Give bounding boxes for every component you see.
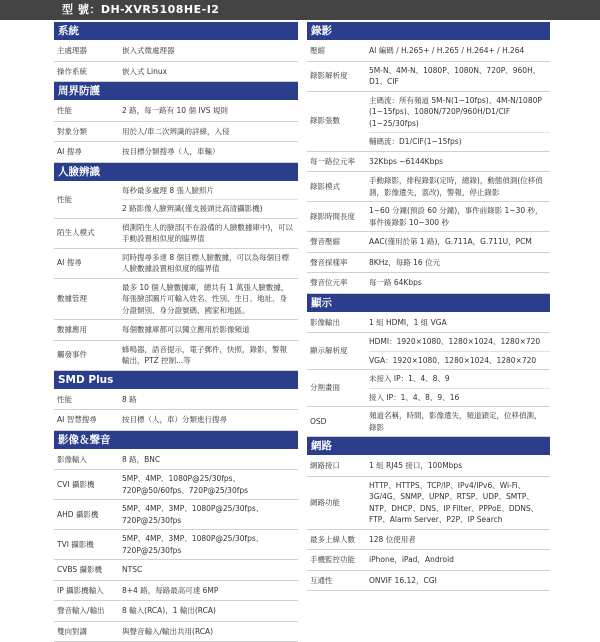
spec-value [369, 172, 550, 201]
spec-value [369, 253, 550, 273]
section-header: 影像＆聲音 [54, 431, 298, 449]
spec-value-line: HTTP、HTTPS、TCP/IP、IPv4/IPv6、Wi-Fi、3G/4G、SNMP、UPNP、RTSP、UDP、SMTP、NTP、DHCP、DNS、IP Filter、PPPoE、DDNS、FTP、Alarm Server、P2P、IP Search [369, 477, 550, 529]
spec-value-line: 8 路 [122, 391, 298, 409]
spec-row [307, 62, 550, 92]
spec-value [122, 560, 298, 580]
spec-row [307, 41, 550, 62]
spec-value [369, 550, 550, 570]
spec-row [54, 601, 298, 622]
spec-label: 性能 [54, 182, 122, 218]
spec-value-line: 5M-N、4M-N、1080P、1080N、720P、960H、D1、CIF [369, 62, 550, 91]
spec-value-line: AI 編碼 / H.265+ / H.265 / H.264+ / H.264 [369, 42, 550, 60]
spec-value [122, 581, 298, 601]
spec-label: 主處理器 [54, 41, 122, 61]
spec-label: 每一路位元率 [307, 152, 369, 172]
section-header: SMD Plus [54, 371, 298, 389]
spec-row [307, 370, 550, 407]
spec-label: 聲音採樣率 [307, 253, 369, 273]
spec-value [122, 622, 298, 642]
spec-value [122, 450, 298, 470]
spec-label: 數據應用 [54, 320, 122, 340]
spec-value [369, 477, 550, 529]
spec-value-line: 1~60 分鐘(預設 60 分鐘)，事件前錄影 1~30 秒，事件後錄影 10~300 秒 [369, 202, 550, 231]
spec-row [54, 279, 298, 321]
spec-value-line: AAC(僅用於第 1 路)，G.711A，G.711U，PCM [369, 233, 550, 251]
spec-value-line: iPhone，iPad，Android [369, 551, 550, 569]
spec-value [122, 279, 298, 320]
spec-row [307, 273, 550, 294]
spec-value-line: 蜂鳴器，語音提示，電子郵件，快照，錄影，警報輸出，PTZ 控制...等 [122, 341, 298, 370]
spec-value-line: VGA：1920×1080、1280×1024、1280×720 [369, 352, 550, 370]
spec-label: TVI 攝影機 [54, 530, 122, 559]
spec-value [369, 92, 550, 151]
spec-label: 最多上線人數 [307, 530, 369, 550]
section-header: 周界防護 [54, 82, 298, 100]
spec-value-line: 頻道名稱，時間，影像遺失，頻道鎖定，位移偵測，錄影 [369, 407, 550, 436]
spec-row [54, 62, 298, 83]
spec-row [54, 560, 298, 581]
spec-value-line: 嵌入式微處理器 [122, 42, 298, 60]
spec-value-line: 接入 IP：1、4、8、9、16 [369, 389, 550, 407]
spec-label: 壓縮 [307, 41, 369, 61]
spec-label: CVBS 攝影機 [54, 560, 122, 580]
spec-row [307, 477, 550, 530]
spec-row [54, 500, 298, 530]
spec-row [307, 232, 550, 253]
spec-value [122, 390, 298, 410]
spec-value-line: 1 組 RJ45 接口，100Mbps [369, 457, 550, 475]
spec-value-line: 手動錄影，排程錄影(定時，總錄)，動態偵測(位移偵測，影像遺失，蓋改)，警報，停止錄影 [369, 172, 550, 201]
spec-value [122, 142, 298, 162]
spec-row [54, 530, 298, 560]
spec-row [307, 333, 550, 370]
spec-label: 數據管理 [54, 279, 122, 320]
spec-value-line: 與聲音輸入/輸出共用(RCA) [122, 623, 298, 641]
spec-row [54, 622, 298, 642]
spec-label: AI 搜尋 [54, 142, 122, 162]
spec-row [307, 456, 550, 477]
spec-label: 聲音壓縮 [307, 232, 369, 252]
spec-label: 錄影模式 [307, 172, 369, 201]
spec-value-line: 5MP、4MP、3MP、1080P@25/30fps、720P@25/30fps [122, 500, 298, 529]
spec-row [307, 172, 550, 202]
spec-value [122, 410, 298, 430]
spec-value-line: NTSC [122, 561, 298, 579]
spec-value [369, 152, 550, 172]
spec-label: 性能 [54, 101, 122, 121]
spec-value-line: 未接入 IP：1、4、8、9 [369, 370, 550, 389]
spec-value-line: 最多 10 個人臉數據庫，總共有 1 萬張人臉數據，每張臉部圖片可輸入姓名、性別、生日、地址、身分證類別、身分證號碼、國家和地區。 [122, 279, 298, 320]
spec-value-line: 5MP、4MP、1080P@25/30fps、720P@50/60fps、720P@25/30fps [122, 470, 298, 499]
spec-value-line: 2 路，每一路有 10 個 IVS 規則 [122, 102, 298, 120]
spec-row [307, 152, 550, 173]
spec-row [307, 550, 550, 571]
spec-value [369, 370, 550, 406]
spec-value-line: 按目標分類搜尋（人，車輛） [122, 143, 298, 161]
spec-row [54, 249, 298, 279]
section-header: 人臉辨識 [54, 163, 298, 181]
spec-label: 分割畫面 [307, 370, 369, 406]
spec-label: AI 智慧搜尋 [54, 410, 122, 430]
spec-value-line: 5MP、4MP、3MP、1080P@25/30fps、720P@25/30fps [122, 530, 298, 559]
spec-value [369, 530, 550, 550]
spec-label: 錄影張數 [307, 92, 369, 151]
spec-value [122, 41, 298, 61]
spec-row [54, 41, 298, 62]
spec-value [369, 313, 550, 333]
spec-label: 影像輸出 [307, 313, 369, 333]
spec-value [122, 500, 298, 529]
spec-value [369, 273, 550, 293]
spec-value-line: 嵌入式 Linux [122, 63, 298, 81]
spec-value [369, 333, 550, 369]
spec-value-line: 每秒最多處理 8 張人臉照片 [122, 182, 298, 201]
spec-value-line: 偵測陌生人的臉部(不在設備的人臉數據庫中)，可以手動設置相似度的臨界值 [122, 219, 298, 248]
spec-value [122, 101, 298, 121]
spec-row [307, 313, 550, 334]
section-header: 系統 [54, 22, 298, 40]
spec-value [369, 407, 550, 436]
spec-row [54, 142, 298, 163]
spec-label: 對象分類 [54, 122, 122, 142]
spec-label: 顯示解析度 [307, 333, 369, 369]
spec-row [54, 122, 298, 143]
spec-value-line: HDMI：1920×1080、1280×1024、1280×720 [369, 333, 550, 352]
spec-value [369, 41, 550, 61]
spec-value-line: 1 組 HDMI，1 組 VGA [369, 314, 550, 332]
spec-value-line: 用於人/車二次辨識的詳線，入侵 [122, 123, 298, 141]
spec-label: 性能 [54, 390, 122, 410]
spec-value-line: 8KHz，每路 16 位元 [369, 254, 550, 272]
spec-row [54, 219, 298, 249]
spec-value [122, 470, 298, 499]
spec-value [369, 456, 550, 476]
spec-row [54, 410, 298, 431]
spec-value [369, 571, 550, 591]
spec-row [307, 407, 550, 437]
spec-value [369, 62, 550, 91]
spec-label: 陌生人模式 [54, 219, 122, 248]
spec-value [122, 601, 298, 621]
spec-value-line: 32Kbps ~6144Kbps [369, 153, 550, 171]
spec-label: 觸發事件 [54, 341, 122, 370]
spec-value [369, 232, 550, 252]
spec-row [54, 320, 298, 341]
spec-value-line: 同時搜尋多達 8 個目標人臉數據，可以為每個目標人臉數據設置相似度的臨界值 [122, 249, 298, 278]
spec-row [54, 182, 298, 219]
spec-value-line: 128 位使用者 [369, 531, 550, 549]
spec-label: 錄影解析度 [307, 62, 369, 91]
spec-value [122, 249, 298, 278]
spec-row [54, 470, 298, 500]
spec-label: 影像輸入 [54, 450, 122, 470]
spec-value-line: 按目標（人，車）分類進行搜尋 [122, 411, 298, 429]
spec-row [307, 92, 550, 152]
spec-value [122, 219, 298, 248]
spec-value-line: 主碼流：所有頻道 5M-N(1~10fps)、4M-N/1080P (1~15fps)、1080N/720P/960H/D1/CIF (1~25/30fps) [369, 92, 550, 134]
spec-value [122, 122, 298, 142]
spec-value-line: ONVIF 16.12，CGI [369, 572, 550, 590]
spec-value-line: 2 路影像人臉辨識(僅支援頭比高清攝影機) [122, 200, 298, 218]
spec-label: 網路功能 [307, 477, 369, 529]
spec-row [307, 530, 550, 551]
spec-label: 手機監控功能 [307, 550, 369, 570]
right-column [307, 22, 550, 591]
spec-label: CVI 攝影機 [54, 470, 122, 499]
spec-row [54, 341, 298, 371]
spec-row [54, 581, 298, 602]
section-header: 錄影 [307, 22, 550, 40]
section-header: 顯示 [307, 294, 550, 312]
section-header: 網路 [307, 437, 550, 455]
spec-value-line: 每一路 64Kbps [369, 274, 550, 292]
left-column [54, 22, 298, 642]
spec-value-line: 8+4 路，每路最高可達 6MP [122, 582, 298, 600]
spec-value-line: 8 路，BNC [122, 451, 298, 469]
spec-value [122, 320, 298, 340]
spec-value-line: 每個數據庫都可以獨立應用於影像頻道 [122, 321, 298, 339]
spec-row [307, 202, 550, 232]
spec-row [307, 253, 550, 274]
spec-label: OSD [307, 407, 369, 436]
spec-label: IP 攝影機輸入 [54, 581, 122, 601]
spec-row [54, 450, 298, 471]
spec-value [369, 202, 550, 231]
spec-label: AI 搜尋 [54, 249, 122, 278]
spec-label: 網路接口 [307, 456, 369, 476]
spec-row [54, 390, 298, 411]
spec-value [122, 341, 298, 370]
model-title: 型 號：DH-XVR5108HE-I2 [0, 0, 600, 20]
spec-value [122, 530, 298, 559]
spec-value-line: 輔碼流：D1/CIF(1~15fps) [369, 133, 550, 151]
spec-row [307, 571, 550, 592]
spec-value [122, 62, 298, 82]
spec-label: 錄影時間長度 [307, 202, 369, 231]
spec-row [54, 101, 298, 122]
spec-label: 聲音輸入/輸出 [54, 601, 122, 621]
spec-value-line: 8 輸入(RCA)，1 輸出(RCA) [122, 602, 298, 620]
spec-value [122, 182, 298, 218]
spec-label: 聲音位元率 [307, 273, 369, 293]
spec-label: AHD 攝影機 [54, 500, 122, 529]
spec-label: 操作系統 [54, 62, 122, 82]
spec-label: 互通性 [307, 571, 369, 591]
spec-label: 雙向對講 [54, 622, 122, 642]
